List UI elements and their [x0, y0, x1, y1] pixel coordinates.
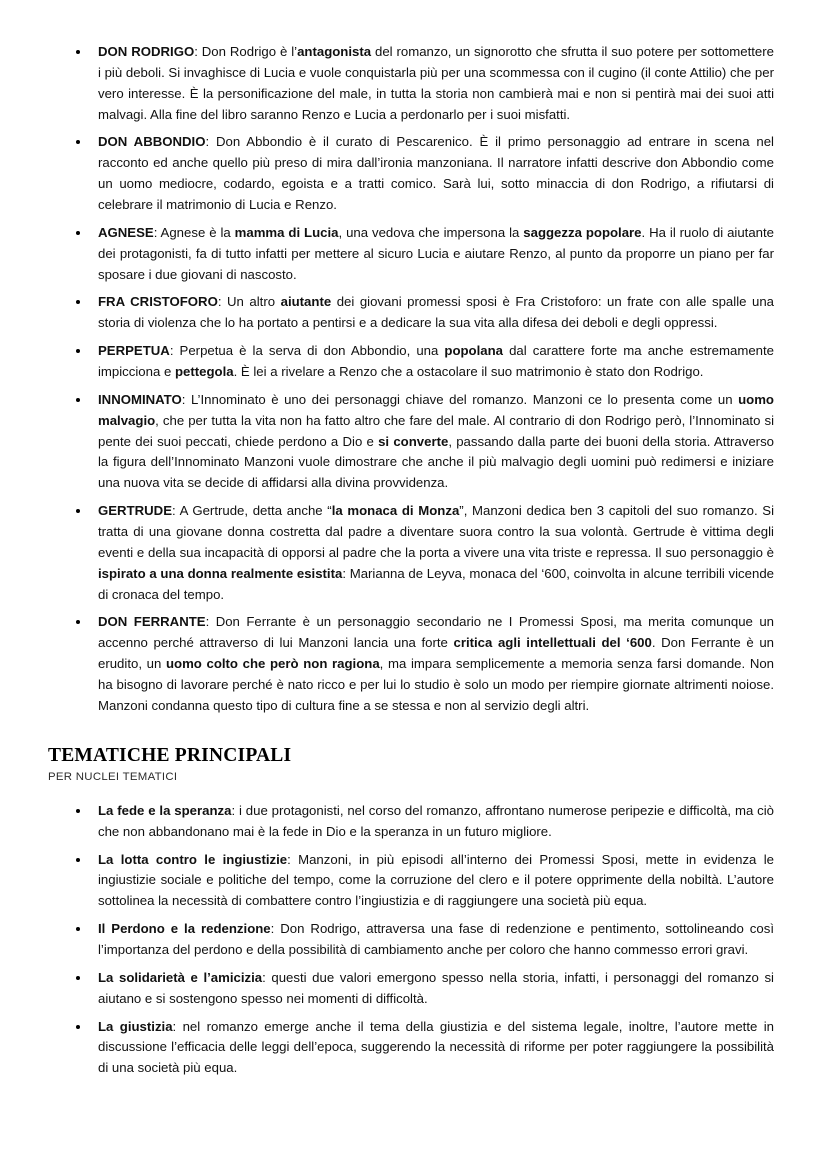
list-item [74, 919, 774, 961]
theme-description: La solidarietà e l’amicizia: questi due valori emergono spesso nella storia, infatti, i personaggi del romanzo si aiutano e si sostengono spesso nei momenti di difficoltà. [98, 969, 774, 1006]
theme-description: La giustizia: nel romanzo emerge anche il tema della giustizia e del sistema legale, inoltre, l’autore mette in discussione l’efficacia delle leggi dell’epoca, suggerendo la necessità di riforme per poter raggiungere la possibilità di una società più equa. [98, 1018, 774, 1076]
character-description: AGNESE: Agnese è la mamma di Lucia, una vedova che impersona la saggezza popolare. Ha il ruolo di aiutante dei protagonisti, fa di tutto infatti per mettere al sicuro Lucia e aiutare Renzo, al punto da proporre un piano per far sposare i due giovani di nascosto. [98, 224, 775, 282]
theme-description: La lotta contro le ingiustizie: Manzoni, in più episodi all’interno dei Promessi Sposi, mette in evidenza le ingiustizie sociale e politiche del tempo, come la corruzione del clero e il potere opprimente della nobiltà. L’autore sottolinea la necessità di combattere contro l’ingiustizia e di raggiungere una società più equa. [98, 851, 775, 909]
character-description: DON ABBONDIO: Don Abbondio è il curato di Pescarenico. È il primo personaggio ad entrare in scena nel racconto ed anche quello più preso di mira dall’ironia manzoniana. Il narratore infatti descrive don Abbondio come un uomo mediocre, codardo, egoista e a tratti comico. Sarà lui, sotto minaccia di don Rodrigo, a rifiutarsi di celebrare il matrimonio di Lucia e Renzo. [98, 134, 774, 213]
themes-list [48, 801, 774, 1079]
character-description: FRA CRISTOFORO: Un altro aiutante dei giovani promessi sposi è Fra Cristoforo: un frate con alle spalle una storia di violenza che lo ha portato a pentirsi e a dedicare la sua vita alla difesa dei deboli e degli oppressi. [98, 294, 774, 331]
list-item [74, 801, 774, 843]
character-description: INNOMINATO: L’Innominato è uno dei personaggi chiave del romanzo. Manzoni ce lo presenta come un uomo malvagio, che per tutta la vita non ha fatto altro che fare del male. Al contrario di don Rodrigo però, l’Innominato si pente dei suoi peccati, chiede perdono a Dio e si converte, passando dalla parte dei buoni della storia. Attraverso la figura dell’Innominato Manzoni vuole dimostrare che anche il più malvagio degli uomini può redimersi e iniziare una nuova vita se decide di affidarsi alla divina provvidenza. [98, 391, 774, 491]
theme-description: Il Perdono e la redenzione: Don Rodrigo, attraversa una fase di redenzione e pentimento, sottolineando così l’importanza del perdono e della possibilità di cambiamento anche per coloro che hanno commesso errori gravi. [98, 921, 774, 957]
list-item [74, 612, 774, 716]
list-item [74, 390, 774, 494]
list-item [74, 968, 774, 1010]
list-item [74, 42, 774, 125]
list-item [74, 132, 774, 215]
list-item [74, 1017, 774, 1080]
character-description: PERPETUA: Perpetua è la serva di don Abbondio, una popolana dal carattere forte ma anche estremamente impicciona e pettegola. È lei a rivelare a Renzo che a ostacolare il suo matrimonio è stato don Rodrigo. [98, 343, 774, 380]
theme-description: La fede e la speranza: i due protagonisti, nel corso del romanzo, affrontano numerose peripezie e difficoltà, ma ciò che non abbandonano mai è la fede in Dio e la speranza in un futuro migliore. [98, 802, 775, 839]
character-description: DON RODRIGO: Don Rodrigo è l’antagonista del romanzo, un signorotto che sfrutta il suo potere per sottomettere i più deboli. Si invaghisce di Lucia e vuole conquistarla più per una scommessa con il cugino (il conte Attilio) che per vero interesse. È la personificazione del male, in tutta la storia non cambierà mai e non si pentirà mai dei suoi atti malvagi. Alla fine del libro saranno Renzo e Lucia a perdonarlo per i suoi misfatti. [98, 44, 774, 122]
characters-list [48, 42, 774, 717]
list-item [74, 501, 774, 605]
character-description: DON FERRANTE: Don Ferrante è un personaggio secondario ne I Promessi Sposi, ma merita comunque un accenno perché attraverso di lui Manzoni lancia una forte critica agli intellettuali del ‘600. Don Ferrante è un erudito, un uomo colto che però non ragiona, ma impara semplicemente a memoria senza farsi domande. Non ha bisogno di lavorare perché è nato ricco e per lui lo studio è solo un modo per riempire giornate altrimenti noiose. Manzoni condanna questo tipo di cultura fine a se stessa e non al servizio degli altri. [98, 614, 775, 713]
list-item [74, 292, 774, 334]
character-description: GERTRUDE: A Gertrude, detta anche “la monaca di Monza”, Manzoni dedica ben 3 capitoli del suo romanzo. Si tratta di una giovane donna costretta dal padre a diventare suora contro la sua volontà. Gertrude è vittima degli eventi e della sua incapacità di opporsi al padre che la porta a vivere una vita triste e repressa. Il suo personaggio è ispirato a una donna realmente esistita: Marianna de Leyva, monaca del ‘600, coinvolta in alcune terribili vicende di cronaca del tempo. [98, 503, 775, 602]
section-heading: TEMATICHE PRINCIPALI [48, 744, 292, 766]
list-item [74, 341, 774, 383]
list-item [74, 223, 774, 286]
list-item [74, 850, 774, 913]
section-subheading: PER NUCLEI TEMATICI [48, 770, 178, 783]
